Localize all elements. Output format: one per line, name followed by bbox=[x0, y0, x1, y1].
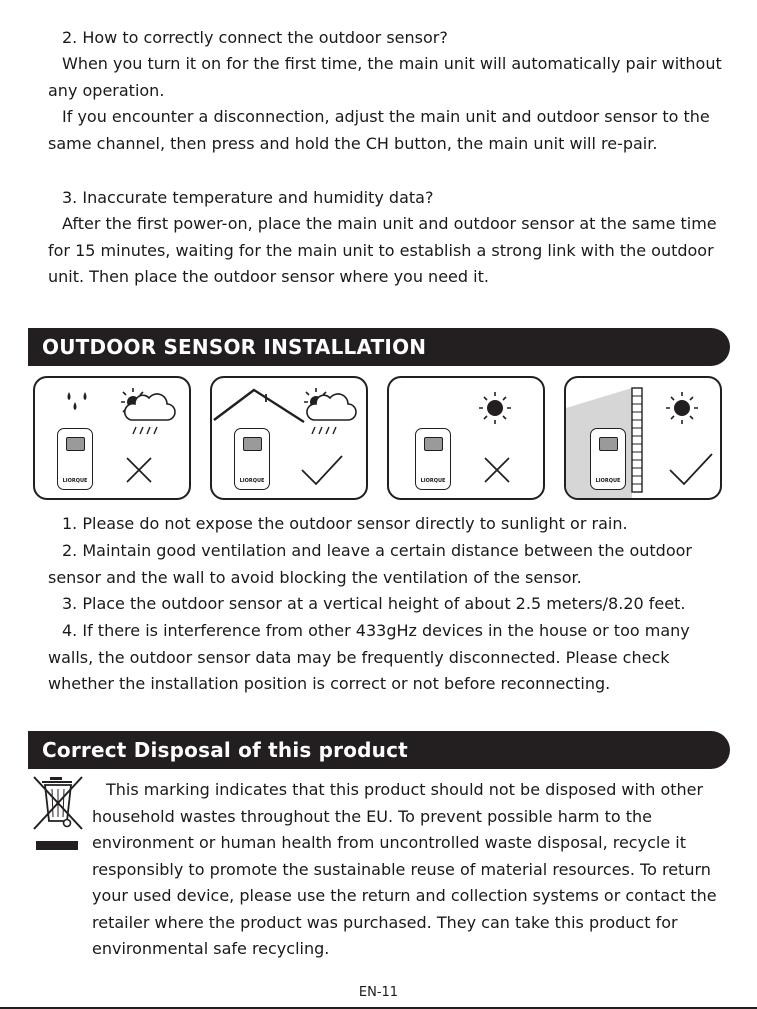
outdoor-sensor: LIORQUE bbox=[590, 428, 626, 490]
page-number: EN-11 bbox=[358, 985, 399, 1000]
sun-icon bbox=[479, 392, 511, 424]
outdoor-sensor: LIORQUE bbox=[415, 428, 451, 490]
install-panel-sun bbox=[387, 376, 545, 500]
check-icon bbox=[302, 456, 342, 484]
shade-wall-sun-icon bbox=[566, 388, 698, 500]
roof-cloud-icon bbox=[214, 388, 356, 434]
install-panel-roof bbox=[210, 376, 368, 500]
crossed-bin-icon bbox=[32, 775, 84, 859]
faq-q3-answer: After the first power-on, place the main unit and outdoor sensor at the same time for 15 minutes, waiting for the main unit to establish a strong link with the outdoor unit. Then place the outdoor sensor where you need it. bbox=[48, 214, 717, 286]
outdoor-sensor: LIORQUE bbox=[57, 428, 93, 490]
cross-icon bbox=[127, 458, 151, 482]
outdoor-sensor: LIORQUE bbox=[234, 428, 270, 490]
install-panel-shade bbox=[564, 376, 722, 500]
faq-q2-title: 2. How to correctly connect the outdoor sensor? bbox=[62, 28, 448, 47]
faq-q3-title: 3. Inaccurate temperature and humidity data? bbox=[62, 188, 434, 207]
install-tip-1: 1. Please do not expose the outdoor sensor directly to sunlight or rain. bbox=[62, 514, 628, 533]
cross-icon bbox=[485, 458, 509, 482]
disposal-text: This marking indicates that this product should not be disposed with other household wastes throughout the EU. To prevent possible harm to the environment or human health from uncontrolled waste disposal, recycle it responsibly to promote the sustainable reuse of material resources. To return your used device, please use the return and collection systems or contact the retailer where the product was purchased. They can take this product for environmental safe recycling. bbox=[92, 780, 717, 958]
install-tip-4: 4. If there is interference from other 433gHz devices in the house or too many walls, the outdoor sensor data may be frequently disconnected. Please check whether the installation position is correct or not before reconnecting. bbox=[48, 621, 690, 693]
check-icon bbox=[670, 454, 712, 484]
install-tip-3: 3. Place the outdoor sensor at a vertical height of about 2.5 meters/8.20 feet. bbox=[62, 594, 686, 613]
install-panel-rain bbox=[33, 376, 191, 500]
disposal-heading: Correct Disposal of this product bbox=[28, 731, 730, 769]
install-tip-2: 2. Maintain good ventilation and leave a certain distance between the outdoor sensor and the wall to avoid blocking the ventilation of the sensor. bbox=[48, 541, 692, 587]
faq-q2-answer-2: If you encounter a disconnection, adjust the main unit and outdoor sensor to the same channel, then press and hold the CH button, the main unit will re-pair. bbox=[48, 107, 710, 153]
installation-heading: OUTDOOR SENSOR INSTALLATION bbox=[28, 328, 730, 366]
faq-q2-answer-1: When you turn it on for the first time, the main unit will automatically pair without any operation. bbox=[48, 54, 722, 100]
